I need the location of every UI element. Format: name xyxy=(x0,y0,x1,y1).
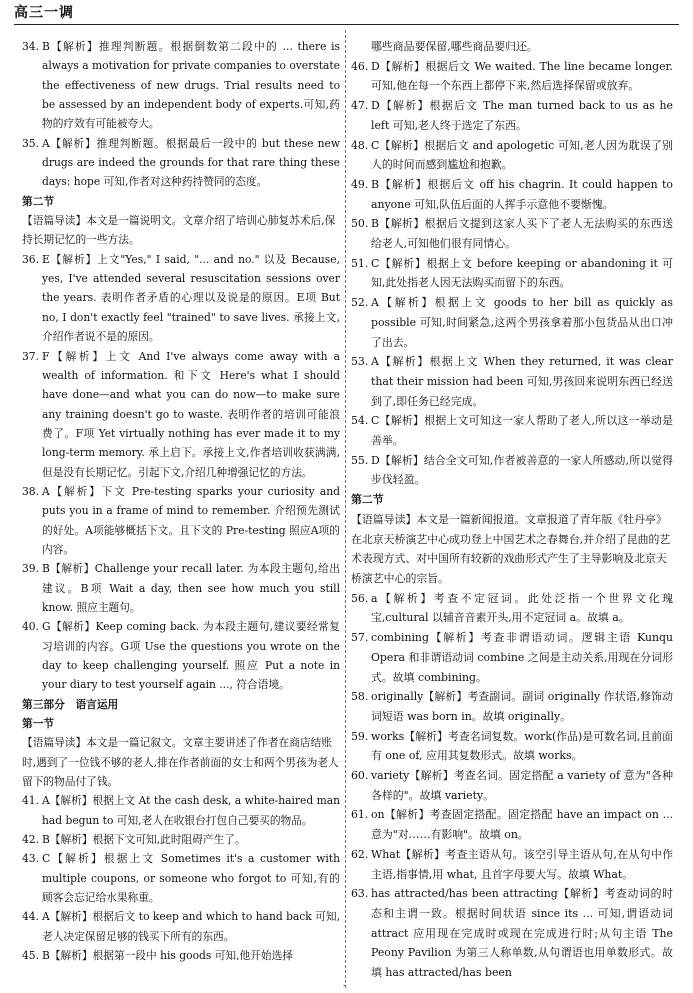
answer-item xyxy=(22,617,340,694)
answer-text: B【解析】根据下文可知,此时阻碍产生了。 xyxy=(42,833,246,847)
answer-item xyxy=(351,727,673,766)
answer-number: 62. xyxy=(351,847,369,861)
answer-text: C【解析】根据上文 Sometimes it's a customer with multiple coupons, or someone who forgot to 可知,有的顾客会忘记给水果称重。 xyxy=(42,852,340,905)
answer-text: D【解析】结合全文可知,作者被善意的一家人所感动,所以觉得步伐轻盈。 xyxy=(371,453,673,487)
right-column xyxy=(351,37,673,983)
answer-item xyxy=(22,347,340,482)
answer-number: 57. xyxy=(351,631,369,645)
answer-text: A【解析】推理判断题。根据最后一段中的 but these new drugs are indeed the grounds for that rare thing these days: hope 可知,作者对这种药持赞同的态度。 xyxy=(42,136,340,189)
answer-number: 59. xyxy=(351,729,369,743)
answer-item xyxy=(351,293,673,352)
answer-text: a【解析】考查不定冠词。此处泛指一个世界文化瑰宝,cultural 以辅音音素开头,用不定冠词 a。故填 a。 xyxy=(371,591,673,625)
answer-number: 52. xyxy=(351,296,369,310)
answer-number: 55. xyxy=(351,453,369,467)
answer-item xyxy=(351,628,673,687)
answer-number: 49. xyxy=(351,177,369,191)
answer-text: B【解析】根据第一段中 his goods 可知,他开始选择 xyxy=(42,949,293,963)
answer-item xyxy=(22,849,340,907)
answer-text: B【解析】根据后文提到这家人买下了老人无法购买的东西送给老人,可知他们很有同情心。 xyxy=(371,217,673,251)
answer-item xyxy=(22,482,340,559)
answer-item xyxy=(22,134,340,192)
answer-text: combining【解析】考查非谓语动词。逻辑主语 Kunqu Opera 和非谓语动词 combine 之间是主动关系,用现在分词形式。故填 combining。 xyxy=(371,631,673,684)
answer-text: A【解析】根据上文 At the cash desk, a white-haired man had begun to 可知,老人在收银台打包自己要买的物品。 xyxy=(42,794,340,827)
answer-item xyxy=(22,907,340,946)
section-heading: 第一节 xyxy=(22,717,55,731)
answer-item xyxy=(351,411,673,450)
answer-item xyxy=(22,946,340,965)
passage-guide: 【语篇导读】本文是一篇新闻报道。文章报道了青年版《牡丹亭》在北京天桥演艺中心成功登上中国艺术之春舞台,并介绍了昆曲的艺术表现方式、对中国所有较新的戏曲形式产生了主导影响及北京天桥演艺中心的宗旨。 xyxy=(351,512,671,585)
answer-number: 48. xyxy=(351,138,369,152)
answer-item xyxy=(22,37,340,134)
answer-number: 63. xyxy=(351,887,369,901)
answer-text: originally【解析】考查副词。副词 originally 作状语,修饰动词短语 was born in。故填 originally。 xyxy=(371,690,673,723)
answer-continuation: 哪些商品要保留,哪些商品要归还。 xyxy=(371,40,538,53)
answer-text: works【解析】考查名词复数。work(作品)是可数名词,且前面有 one of, 应用其复数形式。故填 works。 xyxy=(371,729,673,763)
answer-number: 41. xyxy=(22,794,39,808)
answer-number: 61. xyxy=(351,808,369,822)
exam-header-title: 高三一调 xyxy=(14,5,74,21)
answer-item xyxy=(351,57,673,96)
answer-number: 38. xyxy=(22,484,39,498)
answer-text: B【解析】推理判断题。根据倒数第二段中的 ... there is always a motivation for private companies to overstate the effectiveness of new drugs. Trial results need to be assessed by an independent body of experts.可知,药物的疗效有可能被夸大。 xyxy=(42,40,340,131)
answer-text: C【解析】根据上文 before keeping or abandoning it 可知,此处指老人因无法购买而留下的东西。 xyxy=(371,256,673,290)
answer-number: 36. xyxy=(22,252,39,266)
answer-number: 56. xyxy=(351,591,369,605)
answer-text: has attracted/has been attracting【解析】考查动词的时态和主谓一致。根据时间状语 since its ... 可知,谓语动词 attract 应用现在完成时或现在完成进行时;从句主语 The Peony Pavilion 为第三人称单数,从句谓语也用单数形式。故填 has attracted/has been xyxy=(371,887,673,980)
answer-number: 53. xyxy=(351,355,369,369)
answer-text: D【解析】根据后文 We waited. The line became longer. 可知,他在每一个东西上都停下来,然后选择保留或放弃。 xyxy=(371,59,673,93)
answer-item xyxy=(351,805,673,844)
answer-text: variety【解析】考查名词。固定搭配 a variety of 意为"各种各样的"。故填 variety。 xyxy=(371,769,673,802)
answer-text: F【解析】上文 And I've always come away with a wealth of information. 和下文 Here's what I should have done—and what you can do now—to make sure any training doesn't go to waste. 表明作者的培训可能浪费了。F项 Yet virtually nothing has ever made it to my long-term memory. 承上启下。承接上文,作者培训收获满满,但是没有长期记忆。引起下文,介绍几种增强记忆的方法。 xyxy=(42,349,340,479)
header-rule xyxy=(14,24,679,25)
answer-text: C【解析】根据上文可知这一家人帮助了老人,所以这一举动是善举。 xyxy=(371,414,673,448)
answer-number: 37. xyxy=(22,349,39,363)
answer-number: 34. xyxy=(22,40,39,53)
answer-number: 43. xyxy=(22,852,39,866)
answer-item xyxy=(22,830,340,849)
answer-text: G【解析】Keep coming back. 为本段主题句,建议要经常复习培训的内容。G项 Use the questions you wrote on the day to keep challenging yourself. 照应 Put a note in your diary to test yourself again ..., 符合语境。 xyxy=(42,620,340,692)
column-divider xyxy=(345,30,346,988)
answer-item xyxy=(351,214,673,253)
answer-number: 54. xyxy=(351,414,369,428)
answer-text: A【解析】根据上文 goods to her bill as quickly as possible 可知,时间紧急,这两个男孩拿着那小包货品从出口冲了出去。 xyxy=(371,296,673,349)
answer-item xyxy=(351,254,673,293)
answer-item xyxy=(22,250,340,347)
answer-item xyxy=(351,96,673,135)
answer-item xyxy=(22,559,340,617)
passage-guide: 【语篇导读】本文是一篇说明文。文章介绍了培训心肺复苏术后,保持长期记忆的一些方法。 xyxy=(22,214,336,247)
answer-text: C【解析】根据后文 and apologetic 可知,老人因为耽误了别人的时间而感到尴尬和抱歉。 xyxy=(371,138,673,172)
answer-item xyxy=(351,884,673,983)
answer-item xyxy=(351,589,673,628)
section-heading: 第二节 xyxy=(22,194,55,208)
passage-guide: 【语篇导读】本文是一篇记叙文。文章主要讲述了作者在商店结账时,遇到了一位钱不够的老人,排在作者前面的女士和两个男孩为老人留下的物品付了钱。 xyxy=(22,736,339,789)
left-column xyxy=(22,37,340,966)
section-heading: 第二节 xyxy=(351,493,384,507)
answer-number: 44. xyxy=(22,910,39,924)
answer-number: 39. xyxy=(22,562,39,576)
answer-number: 47. xyxy=(351,99,369,113)
answer-item xyxy=(351,451,673,490)
answer-text: A【解析】根据后文 to keep and which to hand back 可知,老人决定保留足够的钱买下所有的东西。 xyxy=(42,910,340,943)
answer-text: B【解析】Challenge your recall later. 为本段主题句,给出建议。B项 Wait a day, then see how much you still know. 照应主题句。 xyxy=(42,562,340,614)
section-heading: 第三部分 语言运用 xyxy=(22,697,119,711)
answer-text: A【解析】根据上文 When they returned, it was clear that their mission had been 可知,男孩回来说明东西已经送到了,即任务已经完成。 xyxy=(371,355,673,408)
answer-item xyxy=(22,791,340,830)
answer-text: E【解析】上文"Yes," I said, "... and no." 以及 Because, yes, I've attended several resuscitation sessions over the years. 表明作者矛盾的心理以及说是的原因。E项 But no, I don't exactly feel "trained" to save lives. 承接上文,介绍作者说不是的原因。 xyxy=(42,252,340,344)
answer-number: 51. xyxy=(351,256,369,270)
answer-item xyxy=(351,766,673,805)
answer-text: What【解析】考查主语从句。该空引导主语从句,在从句中作主语,指事情,用 what, 且首字母要大写。故填 What。 xyxy=(371,847,673,881)
answer-number: 58. xyxy=(351,690,369,704)
answer-item xyxy=(351,175,673,214)
answer-number: 50. xyxy=(351,217,369,231)
answer-text: B【解析】根据后文 off his chagrin. It could happen to anyone 可知,队伍后面的人挥手示意他不要惭愧。 xyxy=(371,177,673,211)
answer-text: A【解析】下文 Pre-testing sparks your curiosity and puts you in a frame of mind to remember. 介绍预先测试的好处。A项能够概括下文。且下文的 Pre-testing 照应A项的内容。 xyxy=(42,484,340,556)
answer-number: 35. xyxy=(22,136,39,150)
answer-item xyxy=(351,136,673,175)
answer-number: 60. xyxy=(351,769,369,783)
page-number-mark: - xyxy=(343,981,347,991)
answer-number: 42. xyxy=(22,833,39,847)
answer-number: 45. xyxy=(22,949,39,963)
answer-number: 46. xyxy=(351,59,369,73)
answer-text: on【解析】考查固定搭配。固定搭配 have an impact on ... 意为"对……有影响"。故填 on。 xyxy=(371,808,673,842)
answer-item xyxy=(351,352,673,411)
answer-item xyxy=(351,687,673,726)
answer-text: D【解析】根据后文 The man turned back to us as he left 可知,老人终于选定了东西。 xyxy=(371,99,673,132)
answer-item xyxy=(351,845,673,884)
answer-number: 40. xyxy=(22,620,39,634)
